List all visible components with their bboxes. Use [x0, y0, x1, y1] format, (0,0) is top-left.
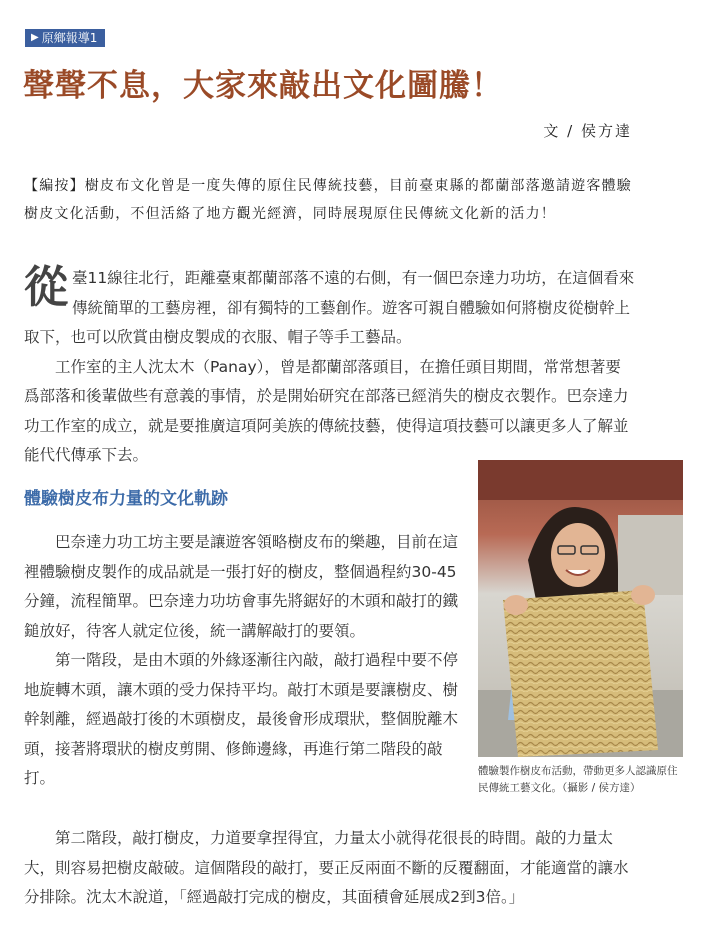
intro-paragraph-1	[24, 264, 636, 353]
photo-caption: 體驗製作樹皮布活動，帶動更多人認識原住民傳統工藝文化。（攝影 / 侯方達）	[478, 765, 678, 794]
intro-section	[24, 264, 636, 471]
body-paragraph-2: 第一階段，是由木頭的外緣逐漸往內敲，敲打過程中要不停地旋轉木頭，讓木頭的受力保持平均。敲打木頭是要讓樹皮、樹幹剝離，經過敲打後的木頭樹皮，最後會形成環狀，整個脫離木頭，接著將環狀的樹皮剪開、修飾邊緣，再進行第二階段的敲打。	[24, 651, 459, 787]
editor-note: 【編按】樹皮布文化曾是一度失傳的原住民傳統技藝，目前臺東縣的都蘭部落邀請遊客體驗樹皮文化活動，不但活絡了地方觀光經濟，同時展現原住民傳統文化新的活力！	[24, 178, 632, 222]
drop-cap: 從	[24, 262, 68, 313]
article-photo	[478, 460, 683, 757]
article-title: 聲聲不息，大家來敲出文化圖騰！	[23, 68, 503, 104]
photo-image	[478, 460, 683, 757]
body-column	[24, 528, 468, 794]
intro-paragraph-2: 工作室的主人沈太木（Panay），曾是都蘭部落頭目，在擔任頭目期間，常常想著要爲部落和後輩做些有意義的事情，於是開始研究在部落已經消失的樹皮衣製作。巴奈達力功工作室的成立，就是要推廣這項阿美族的傳統技藝，使得這項技藝可以讓更多人了解並能代代傳承下去。	[24, 357, 629, 464]
intro-paragraph-1-text: 臺11線往北行，距離臺東都蘭部落不遠的右側，有一個巴奈達力功坊，在這個看來傳統簡單的工藝房裡，卻有獨特的工藝創作。遊客可親自體驗如何將樹皮從樹幹上取下，也可以欣賞由樹皮製成的衣服、帽子等手工藝品。	[24, 269, 635, 346]
body-paragraph-1: 巴奈達力功工坊主要是讓遊客領略樹皮布的樂趣，目前在這裡體驗樹皮製作的成品就是一張打好的樹皮，整個過程約30-45分鐘，流程簡單。巴奈達力功坊會事先將鋸好的木頭和敲打的鐵鎚放好，待客人就定位後，統一講解敲打的要領。	[24, 533, 459, 640]
section-label: 原鄉報導1	[41, 31, 98, 45]
section-subhead: 體驗樹皮布力量的文化軌跡	[24, 489, 228, 509]
bottom-section	[24, 824, 636, 913]
body-paragraph-3: 第二階段，敲打樹皮，力道要拿捏得宜，力量太小就得花很長的時間。敲的力量太大，則容易把樹皮敲破。這個階段的敲打，要正反兩面不斷的反覆翻面，才能適當的讓水分排除。沈太木說道，「經過敲打完成的樹皮，其面積會延展成2到3倍。」	[24, 829, 629, 906]
triangle-icon: ▶	[31, 32, 39, 43]
section-tag	[25, 29, 105, 47]
byline: 文 / 侯方達	[543, 122, 632, 140]
